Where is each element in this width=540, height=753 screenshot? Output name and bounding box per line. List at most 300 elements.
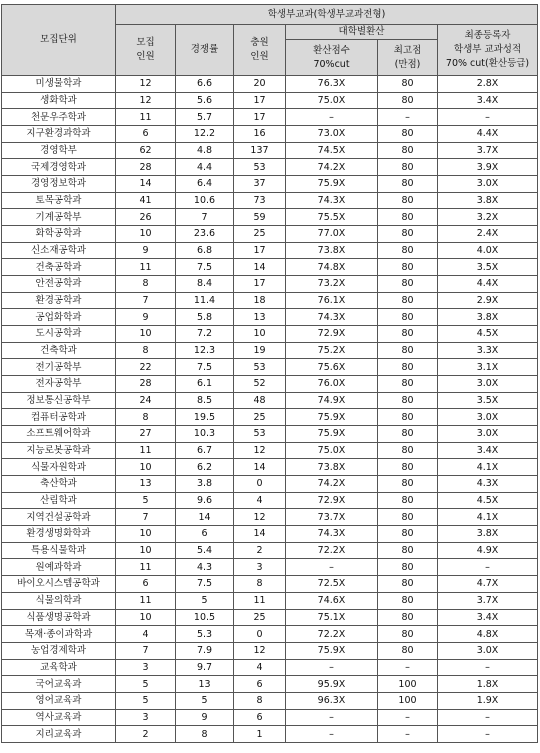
header-final-line3: 70% cut(환산등급): [445, 58, 530, 69]
cell-dept: 경영정보학과: [2, 176, 116, 193]
cell-conv-score: 75.0X: [286, 92, 378, 109]
cell-dept: 지역건설공학과: [2, 509, 116, 526]
cell-final-grade: 3.8X: [438, 192, 538, 209]
header-max-score: [378, 40, 438, 76]
cell-conv-score: 96.3X: [286, 692, 378, 709]
cell-competition: 5: [176, 692, 234, 709]
cell-final-grade: 3.9X: [438, 159, 538, 176]
table-row: [2, 226, 538, 243]
cell-addl: 53: [234, 426, 286, 443]
cell-conv-score: 75.9X: [286, 409, 378, 426]
cell-addl: 0: [234, 476, 286, 493]
cell-conv-score: 74.3X: [286, 309, 378, 326]
cell-addl: 17: [234, 109, 286, 126]
cell-addl: 13: [234, 309, 286, 326]
table-row: [2, 176, 538, 193]
cell-conv-score: 73.7X: [286, 509, 378, 526]
cell-final-grade: 1.8X: [438, 676, 538, 693]
cell-addl: 4: [234, 659, 286, 676]
cell-final-grade: 2.9X: [438, 292, 538, 309]
cell-max-score: 80: [378, 626, 438, 643]
cell-addl: 20: [234, 76, 286, 93]
cell-competition: 7.2: [176, 326, 234, 343]
cell-recruit: 5: [116, 676, 176, 693]
cell-max-score: 80: [378, 526, 438, 543]
cell-max-score: 80: [378, 226, 438, 243]
cell-dept: 지리교육과: [2, 726, 116, 743]
cell-recruit: 2: [116, 726, 176, 743]
cell-conv-score: 76.0X: [286, 376, 378, 393]
cell-recruit: 10: [116, 326, 176, 343]
cell-final-grade: 2.8X: [438, 76, 538, 93]
cell-dept: 기계공학부: [2, 209, 116, 226]
cell-max-score: 80: [378, 142, 438, 159]
cell-conv-score: 74.3X: [286, 192, 378, 209]
table-row: [2, 159, 538, 176]
cell-recruit: 5: [116, 692, 176, 709]
cell-competition: 6.4: [176, 176, 234, 193]
cell-recruit: 8: [116, 342, 176, 359]
cell-addl: 53: [234, 359, 286, 376]
cell-dept: 경영학부: [2, 142, 116, 159]
cell-competition: 6.2: [176, 459, 234, 476]
cell-max-score: –: [378, 109, 438, 126]
cell-recruit: 12: [116, 92, 176, 109]
cell-dept: 전자공학부: [2, 376, 116, 393]
cell-dept: 원예과학과: [2, 559, 116, 576]
cell-competition: 7.5: [176, 259, 234, 276]
cell-final-grade: 3.5X: [438, 259, 538, 276]
cell-addl: 10: [234, 326, 286, 343]
cell-addl: 6: [234, 709, 286, 726]
cell-competition: 6.1: [176, 376, 234, 393]
table-row: [2, 242, 538, 259]
cell-recruit: 11: [116, 259, 176, 276]
table-row: [2, 259, 538, 276]
cell-max-score: 80: [378, 509, 438, 526]
cell-recruit: 12: [116, 76, 176, 93]
cell-competition: 19.5: [176, 409, 234, 426]
admission-table-container: [1, 4, 537, 743]
cell-dept: 도시공학과: [2, 326, 116, 343]
cell-max-score: 100: [378, 676, 438, 693]
cell-dept: 식물의학과: [2, 592, 116, 609]
cell-recruit: 6: [116, 576, 176, 593]
cell-competition: 10.3: [176, 426, 234, 443]
cell-conv-score: 72.9X: [286, 326, 378, 343]
table-row: [2, 426, 538, 443]
cell-max-score: 80: [378, 359, 438, 376]
header-final: [438, 25, 538, 76]
cell-addl: 19: [234, 342, 286, 359]
cell-conv-score: 75.9X: [286, 426, 378, 443]
cell-max-score: 80: [378, 259, 438, 276]
cell-max-score: 80: [378, 542, 438, 559]
cell-dept: 축산학과: [2, 476, 116, 493]
cell-final-grade: 4.4X: [438, 126, 538, 143]
table-row: [2, 726, 538, 743]
cell-recruit: 10: [116, 459, 176, 476]
cell-dept: 건축학과: [2, 342, 116, 359]
cell-dept: 건축공학과: [2, 259, 116, 276]
table-row: [2, 392, 538, 409]
cell-dept: 바이오시스템공학과: [2, 576, 116, 593]
cell-competition: 7: [176, 209, 234, 226]
cell-final-grade: 3.3X: [438, 342, 538, 359]
cell-competition: 10.5: [176, 609, 234, 626]
cell-max-score: 80: [378, 459, 438, 476]
cell-max-score: 100: [378, 692, 438, 709]
cell-addl: 17: [234, 242, 286, 259]
cell-addl: 52: [234, 376, 286, 393]
cell-addl: 8: [234, 692, 286, 709]
table-row: [2, 476, 538, 493]
cell-recruit: 11: [116, 592, 176, 609]
header-max-line1: 최고점: [393, 44, 422, 56]
cell-conv-score: 76.1X: [286, 292, 378, 309]
cell-conv-score: 74.9X: [286, 392, 378, 409]
cell-conv-score: 73.8X: [286, 459, 378, 476]
table-row: [2, 342, 538, 359]
cell-addl: 25: [234, 609, 286, 626]
cell-recruit: 7: [116, 292, 176, 309]
cell-competition: 7.5: [176, 576, 234, 593]
cell-max-score: 80: [378, 159, 438, 176]
header-conv-line1: 환산점수: [313, 44, 350, 56]
header-recruit: [116, 25, 176, 76]
cell-recruit: 11: [116, 559, 176, 576]
cell-max-score: 80: [378, 326, 438, 343]
cell-max-score: 80: [378, 192, 438, 209]
table-row: [2, 442, 538, 459]
cell-conv-score: 73.8X: [286, 242, 378, 259]
table-row: [2, 576, 538, 593]
cell-dept: 공업화학과: [2, 309, 116, 326]
table-row: [2, 709, 538, 726]
header-conv-score: [286, 40, 378, 76]
cell-conv-score: 74.5X: [286, 142, 378, 159]
cell-dept: 토목공학과: [2, 192, 116, 209]
cell-max-score: 80: [378, 409, 438, 426]
cell-conv-score: 72.5X: [286, 576, 378, 593]
table-row: [2, 109, 538, 126]
cell-conv-score: 74.6X: [286, 592, 378, 609]
cell-addl: 17: [234, 276, 286, 293]
cell-dept: 천문우주학과: [2, 109, 116, 126]
cell-addl: 14: [234, 459, 286, 476]
cell-max-score: –: [378, 726, 438, 743]
cell-addl: 137: [234, 142, 286, 159]
header-univ-group: 대학별환산: [286, 25, 438, 40]
header-max-line2: (만점): [394, 58, 421, 70]
table-row: [2, 92, 538, 109]
cell-addl: 16: [234, 126, 286, 143]
cell-dept: 농업경제학과: [2, 642, 116, 659]
cell-dept: 미생물학과: [2, 76, 116, 93]
cell-final-grade: 3.0X: [438, 176, 538, 193]
cell-conv-score: –: [286, 709, 378, 726]
table-row: [2, 509, 538, 526]
cell-conv-score: 75.2X: [286, 342, 378, 359]
cell-max-score: 80: [378, 392, 438, 409]
cell-addl: 2: [234, 542, 286, 559]
cell-recruit: 14: [116, 176, 176, 193]
cell-recruit: 10: [116, 542, 176, 559]
cell-final-grade: –: [438, 726, 538, 743]
cell-max-score: 80: [378, 309, 438, 326]
table-row: [2, 276, 538, 293]
cell-competition: 9.7: [176, 659, 234, 676]
cell-recruit: 8: [116, 276, 176, 293]
cell-final-grade: 4.9X: [438, 542, 538, 559]
table-row: [2, 492, 538, 509]
cell-recruit: 10: [116, 526, 176, 543]
cell-competition: 23.6: [176, 226, 234, 243]
cell-final-grade: 3.7X: [438, 142, 538, 159]
cell-recruit: 11: [116, 109, 176, 126]
cell-competition: 8.5: [176, 392, 234, 409]
cell-final-grade: 4.3X: [438, 476, 538, 493]
cell-conv-score: 75.1X: [286, 609, 378, 626]
table-header: [2, 5, 538, 76]
cell-competition: 3.8: [176, 476, 234, 493]
table-row: [2, 292, 538, 309]
cell-conv-score: –: [286, 109, 378, 126]
cell-final-grade: 4.8X: [438, 626, 538, 643]
cell-conv-score: –: [286, 559, 378, 576]
cell-competition: 4.3: [176, 559, 234, 576]
cell-max-score: –: [378, 659, 438, 676]
header-competition: 경쟁률: [176, 25, 234, 76]
cell-max-score: 80: [378, 276, 438, 293]
cell-recruit: 4: [116, 626, 176, 643]
cell-conv-score: 74.2X: [286, 476, 378, 493]
cell-recruit: 7: [116, 642, 176, 659]
cell-final-grade: 3.2X: [438, 209, 538, 226]
cell-conv-score: 75.9X: [286, 176, 378, 193]
cell-addl: 6: [234, 676, 286, 693]
cell-recruit: 11: [116, 442, 176, 459]
cell-competition: 9.6: [176, 492, 234, 509]
header-recruit-line1: 모집: [136, 37, 155, 48]
admission-results-table: [1, 4, 538, 743]
table-row: [2, 459, 538, 476]
cell-competition: 13: [176, 676, 234, 693]
cell-final-grade: 3.4X: [438, 92, 538, 109]
cell-conv-score: 73.0X: [286, 126, 378, 143]
cell-recruit: 8: [116, 409, 176, 426]
cell-final-grade: 4.0X: [438, 242, 538, 259]
cell-recruit: 9: [116, 242, 176, 259]
cell-dept: 목재·종이과학과: [2, 626, 116, 643]
header-final-line1: 최종등록자: [464, 30, 511, 41]
cell-recruit: 28: [116, 376, 176, 393]
cell-dept: 특용식물학과: [2, 542, 116, 559]
cell-max-score: 80: [378, 609, 438, 626]
cell-max-score: 80: [378, 576, 438, 593]
cell-conv-score: 72.9X: [286, 492, 378, 509]
cell-competition: 5.3: [176, 626, 234, 643]
table-row: [2, 642, 538, 659]
cell-recruit: 7: [116, 509, 176, 526]
cell-final-grade: 2.4X: [438, 226, 538, 243]
cell-final-grade: 4.7X: [438, 576, 538, 593]
cell-dept: 정보통신공학부: [2, 392, 116, 409]
cell-dept: 영어교육과: [2, 692, 116, 709]
cell-dept: 안전공학과: [2, 276, 116, 293]
cell-final-grade: 3.8X: [438, 526, 538, 543]
cell-max-score: 80: [378, 426, 438, 443]
cell-max-score: –: [378, 709, 438, 726]
cell-addl: 18: [234, 292, 286, 309]
cell-competition: 11.4: [176, 292, 234, 309]
cell-competition: 7.5: [176, 359, 234, 376]
table-row: [2, 192, 538, 209]
cell-dept: 지구환경과학과: [2, 126, 116, 143]
cell-conv-score: 72.2X: [286, 542, 378, 559]
cell-competition: 14: [176, 509, 234, 526]
cell-recruit: 28: [116, 159, 176, 176]
cell-competition: 8: [176, 726, 234, 743]
cell-addl: 12: [234, 442, 286, 459]
cell-addl: 73: [234, 192, 286, 209]
cell-max-score: 80: [378, 559, 438, 576]
cell-final-grade: 3.0X: [438, 642, 538, 659]
cell-max-score: 80: [378, 176, 438, 193]
cell-final-grade: 3.1X: [438, 359, 538, 376]
header-addl-line2: 인원: [250, 51, 269, 62]
table-row: [2, 692, 538, 709]
cell-dept: 신소재공학과: [2, 242, 116, 259]
cell-addl: 8: [234, 576, 286, 593]
cell-max-score: 80: [378, 242, 438, 259]
cell-recruit: 5: [116, 492, 176, 509]
cell-recruit: 27: [116, 426, 176, 443]
cell-addl: 17: [234, 92, 286, 109]
cell-max-score: 80: [378, 376, 438, 393]
table-row: [2, 376, 538, 393]
cell-recruit: 24: [116, 392, 176, 409]
cell-addl: 3: [234, 559, 286, 576]
table-row: [2, 209, 538, 226]
table-row: [2, 659, 538, 676]
cell-addl: 53: [234, 159, 286, 176]
cell-dept: 산림학과: [2, 492, 116, 509]
table-row: [2, 609, 538, 626]
cell-competition: 5.4: [176, 542, 234, 559]
cell-conv-score: 72.2X: [286, 626, 378, 643]
table-row: [2, 592, 538, 609]
table-row: [2, 142, 538, 159]
table-row: [2, 76, 538, 93]
cell-addl: 11: [234, 592, 286, 609]
cell-recruit: 41: [116, 192, 176, 209]
cell-max-score: 80: [378, 342, 438, 359]
cell-conv-score: 75.9X: [286, 642, 378, 659]
cell-max-score: 80: [378, 76, 438, 93]
cell-max-score: 80: [378, 292, 438, 309]
cell-max-score: 80: [378, 592, 438, 609]
cell-conv-score: 74.2X: [286, 159, 378, 176]
cell-max-score: 80: [378, 492, 438, 509]
cell-recruit: 9: [116, 309, 176, 326]
header-final-line2: 학생부 교과성적: [453, 44, 522, 55]
header-recruit-line2: 인원: [136, 51, 155, 62]
header-group: 학생부교과(학생부교과전형): [116, 5, 538, 25]
cell-max-score: 80: [378, 476, 438, 493]
cell-competition: 9: [176, 709, 234, 726]
cell-recruit: 3: [116, 659, 176, 676]
cell-competition: 12.3: [176, 342, 234, 359]
cell-dept: 환경공학과: [2, 292, 116, 309]
cell-addl: 48: [234, 392, 286, 409]
cell-dept: 국제경영학과: [2, 159, 116, 176]
cell-conv-score: 75.5X: [286, 209, 378, 226]
cell-final-grade: 3.7X: [438, 592, 538, 609]
cell-recruit: 10: [116, 609, 176, 626]
cell-competition: 12.2: [176, 126, 234, 143]
cell-competition: 8.4: [176, 276, 234, 293]
cell-final-grade: 3.0X: [438, 376, 538, 393]
cell-max-score: 80: [378, 92, 438, 109]
table-row: [2, 626, 538, 643]
cell-max-score: 80: [378, 209, 438, 226]
cell-dept: 지능로봇공학과: [2, 442, 116, 459]
cell-final-grade: 4.5X: [438, 492, 538, 509]
cell-competition: 4.4: [176, 159, 234, 176]
cell-dept: 소프트웨어학과: [2, 426, 116, 443]
table-row: [2, 126, 538, 143]
cell-recruit: 3: [116, 709, 176, 726]
cell-final-grade: 4.5X: [438, 326, 538, 343]
cell-addl: 25: [234, 409, 286, 426]
cell-final-grade: 3.4X: [438, 442, 538, 459]
cell-max-score: 80: [378, 442, 438, 459]
cell-competition: 6.8: [176, 242, 234, 259]
cell-dept: 교육학과: [2, 659, 116, 676]
cell-dept: 환경생명화학과: [2, 526, 116, 543]
cell-addl: 0: [234, 626, 286, 643]
header-addl-line1: 충원: [250, 37, 269, 48]
cell-final-grade: 4.1X: [438, 459, 538, 476]
cell-addl: 25: [234, 226, 286, 243]
table-row: [2, 676, 538, 693]
cell-final-grade: 3.5X: [438, 392, 538, 409]
cell-competition: 6.7: [176, 442, 234, 459]
table-row: [2, 409, 538, 426]
cell-competition: 7.9: [176, 642, 234, 659]
header-conv-line2: 70%cut: [313, 58, 350, 70]
table-row: [2, 326, 538, 343]
header-dept: 모집단위: [2, 5, 116, 76]
cell-conv-score: 77.0X: [286, 226, 378, 243]
cell-dept: 생화학과: [2, 92, 116, 109]
cell-final-grade: 3.8X: [438, 309, 538, 326]
cell-dept: 화학공학과: [2, 226, 116, 243]
table-row: [2, 526, 538, 543]
cell-dept: 전기공학부: [2, 359, 116, 376]
cell-dept: 역사교육과: [2, 709, 116, 726]
cell-addl: 14: [234, 259, 286, 276]
cell-conv-score: 95.9X: [286, 676, 378, 693]
cell-recruit: 62: [116, 142, 176, 159]
cell-final-grade: 1.9X: [438, 692, 538, 709]
cell-conv-score: –: [286, 726, 378, 743]
cell-recruit: 26: [116, 209, 176, 226]
cell-final-grade: 3.0X: [438, 426, 538, 443]
cell-competition: 6.6: [176, 76, 234, 93]
cell-final-grade: –: [438, 559, 538, 576]
